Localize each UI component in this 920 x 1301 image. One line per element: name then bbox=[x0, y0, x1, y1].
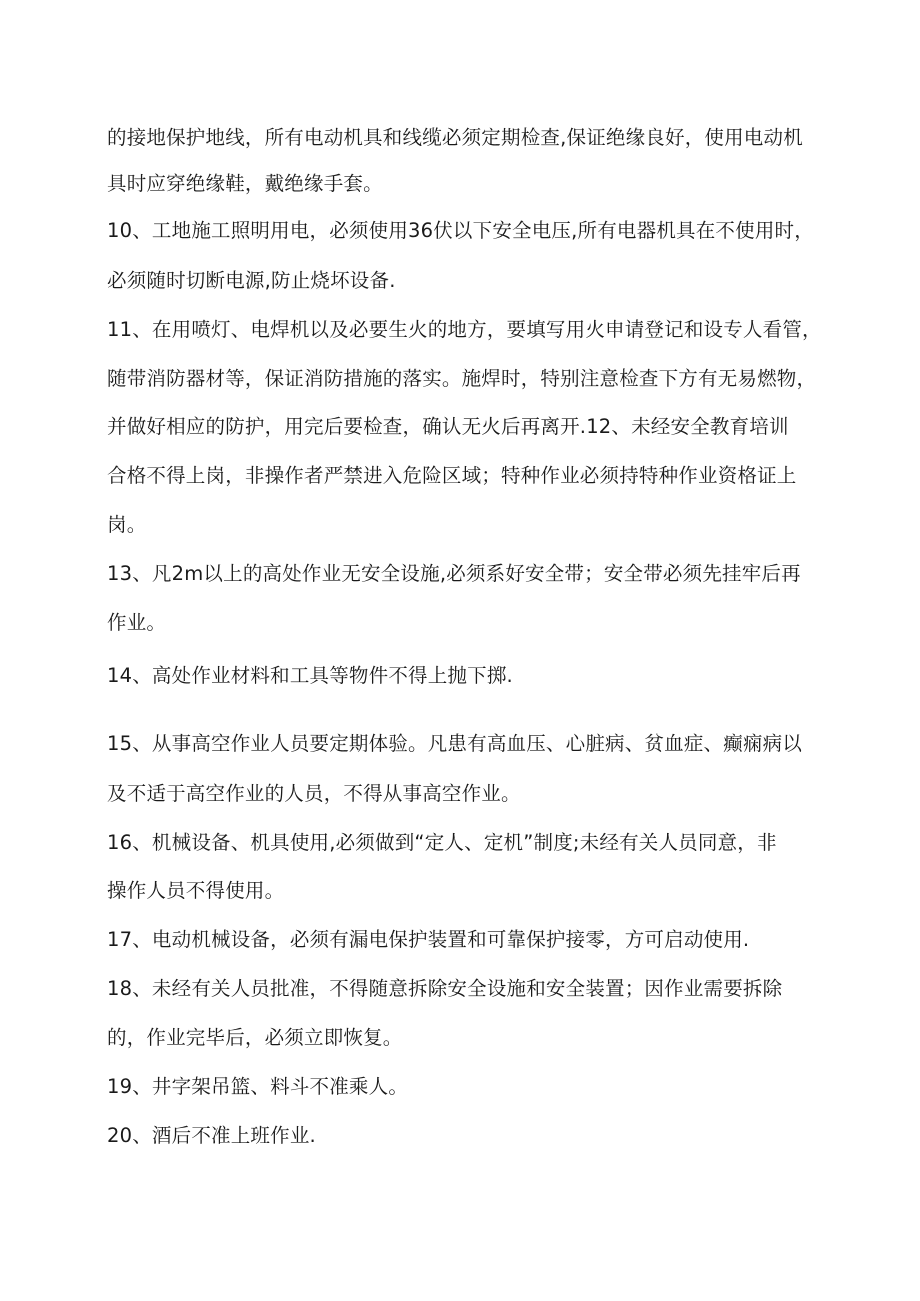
text-line: 随带消防器材等，保证消防措施的落实。施焊时，特别注意检查下方有无易燃物， bbox=[107, 367, 817, 390]
text-line: 并做好相应的防护，用完后要检查，确认无火后再离开.12、未经安全教育培训 bbox=[107, 415, 789, 438]
text-line: 18、未经有关人员批准，不得随意拆除安全设施和安全装置；因作业需要拆除 bbox=[107, 977, 783, 1000]
text-line: 14、高处作业材料和工具等物件不得上抛下掷. bbox=[107, 664, 513, 687]
text-line: 及不适于高空作业的人员，不得从事高空作业。 bbox=[107, 782, 521, 805]
text-line: 19、井字架吊篮、料斗不准乘人。 bbox=[107, 1075, 409, 1098]
text-line: 岗。 bbox=[107, 513, 147, 536]
text-line: 合格不得上岗，非操作者严禁进入危险区域；特种作业必须持特种作业资格证上 bbox=[107, 464, 797, 487]
text-line: 作业。 bbox=[107, 611, 167, 634]
text-line: 20、酒后不准上班作业. bbox=[107, 1124, 316, 1147]
text-line: 必须随时切断电源,防止烧坏设备. bbox=[107, 269, 396, 292]
text-line: 具时应穿绝缘鞋，戴绝缘手套。 bbox=[107, 172, 383, 195]
text-line: 16、机械设备、机具使用,必须做到“定人、定机”制度;未经有关人员同意，非 bbox=[107, 831, 777, 854]
text-line: 11、在用喷灯、电焊机以及必要生火的地方，要填写用火申请登记和设专人看管， bbox=[107, 318, 822, 341]
text-line: 17、电动机械设备，必须有漏电保护装置和可靠保护接零，方可启动使用. bbox=[107, 928, 750, 951]
text-line: 13、凡2m以上的高处作业无安全设施,必须系好安全带；安全带必须先挂牢后再 bbox=[107, 562, 801, 585]
text-line: 10、工地施工照明用电，必须使用36伏以下安全电压,所有电器机具在不使用时， bbox=[107, 219, 814, 242]
text-line: 操作人员不得使用。 bbox=[107, 879, 285, 902]
text-line: 的，作业完毕后，必须立即恢复。 bbox=[107, 1026, 403, 1049]
text-line: 15、从事高空作业人员要定期体验。凡患有高血压、心脏病、贫血症、癫痫病以 bbox=[107, 732, 803, 755]
text-line: 的接地保护地线，所有电动机具和线缆必须定期检查,保证绝缘良好，使用电动机 bbox=[107, 126, 803, 149]
